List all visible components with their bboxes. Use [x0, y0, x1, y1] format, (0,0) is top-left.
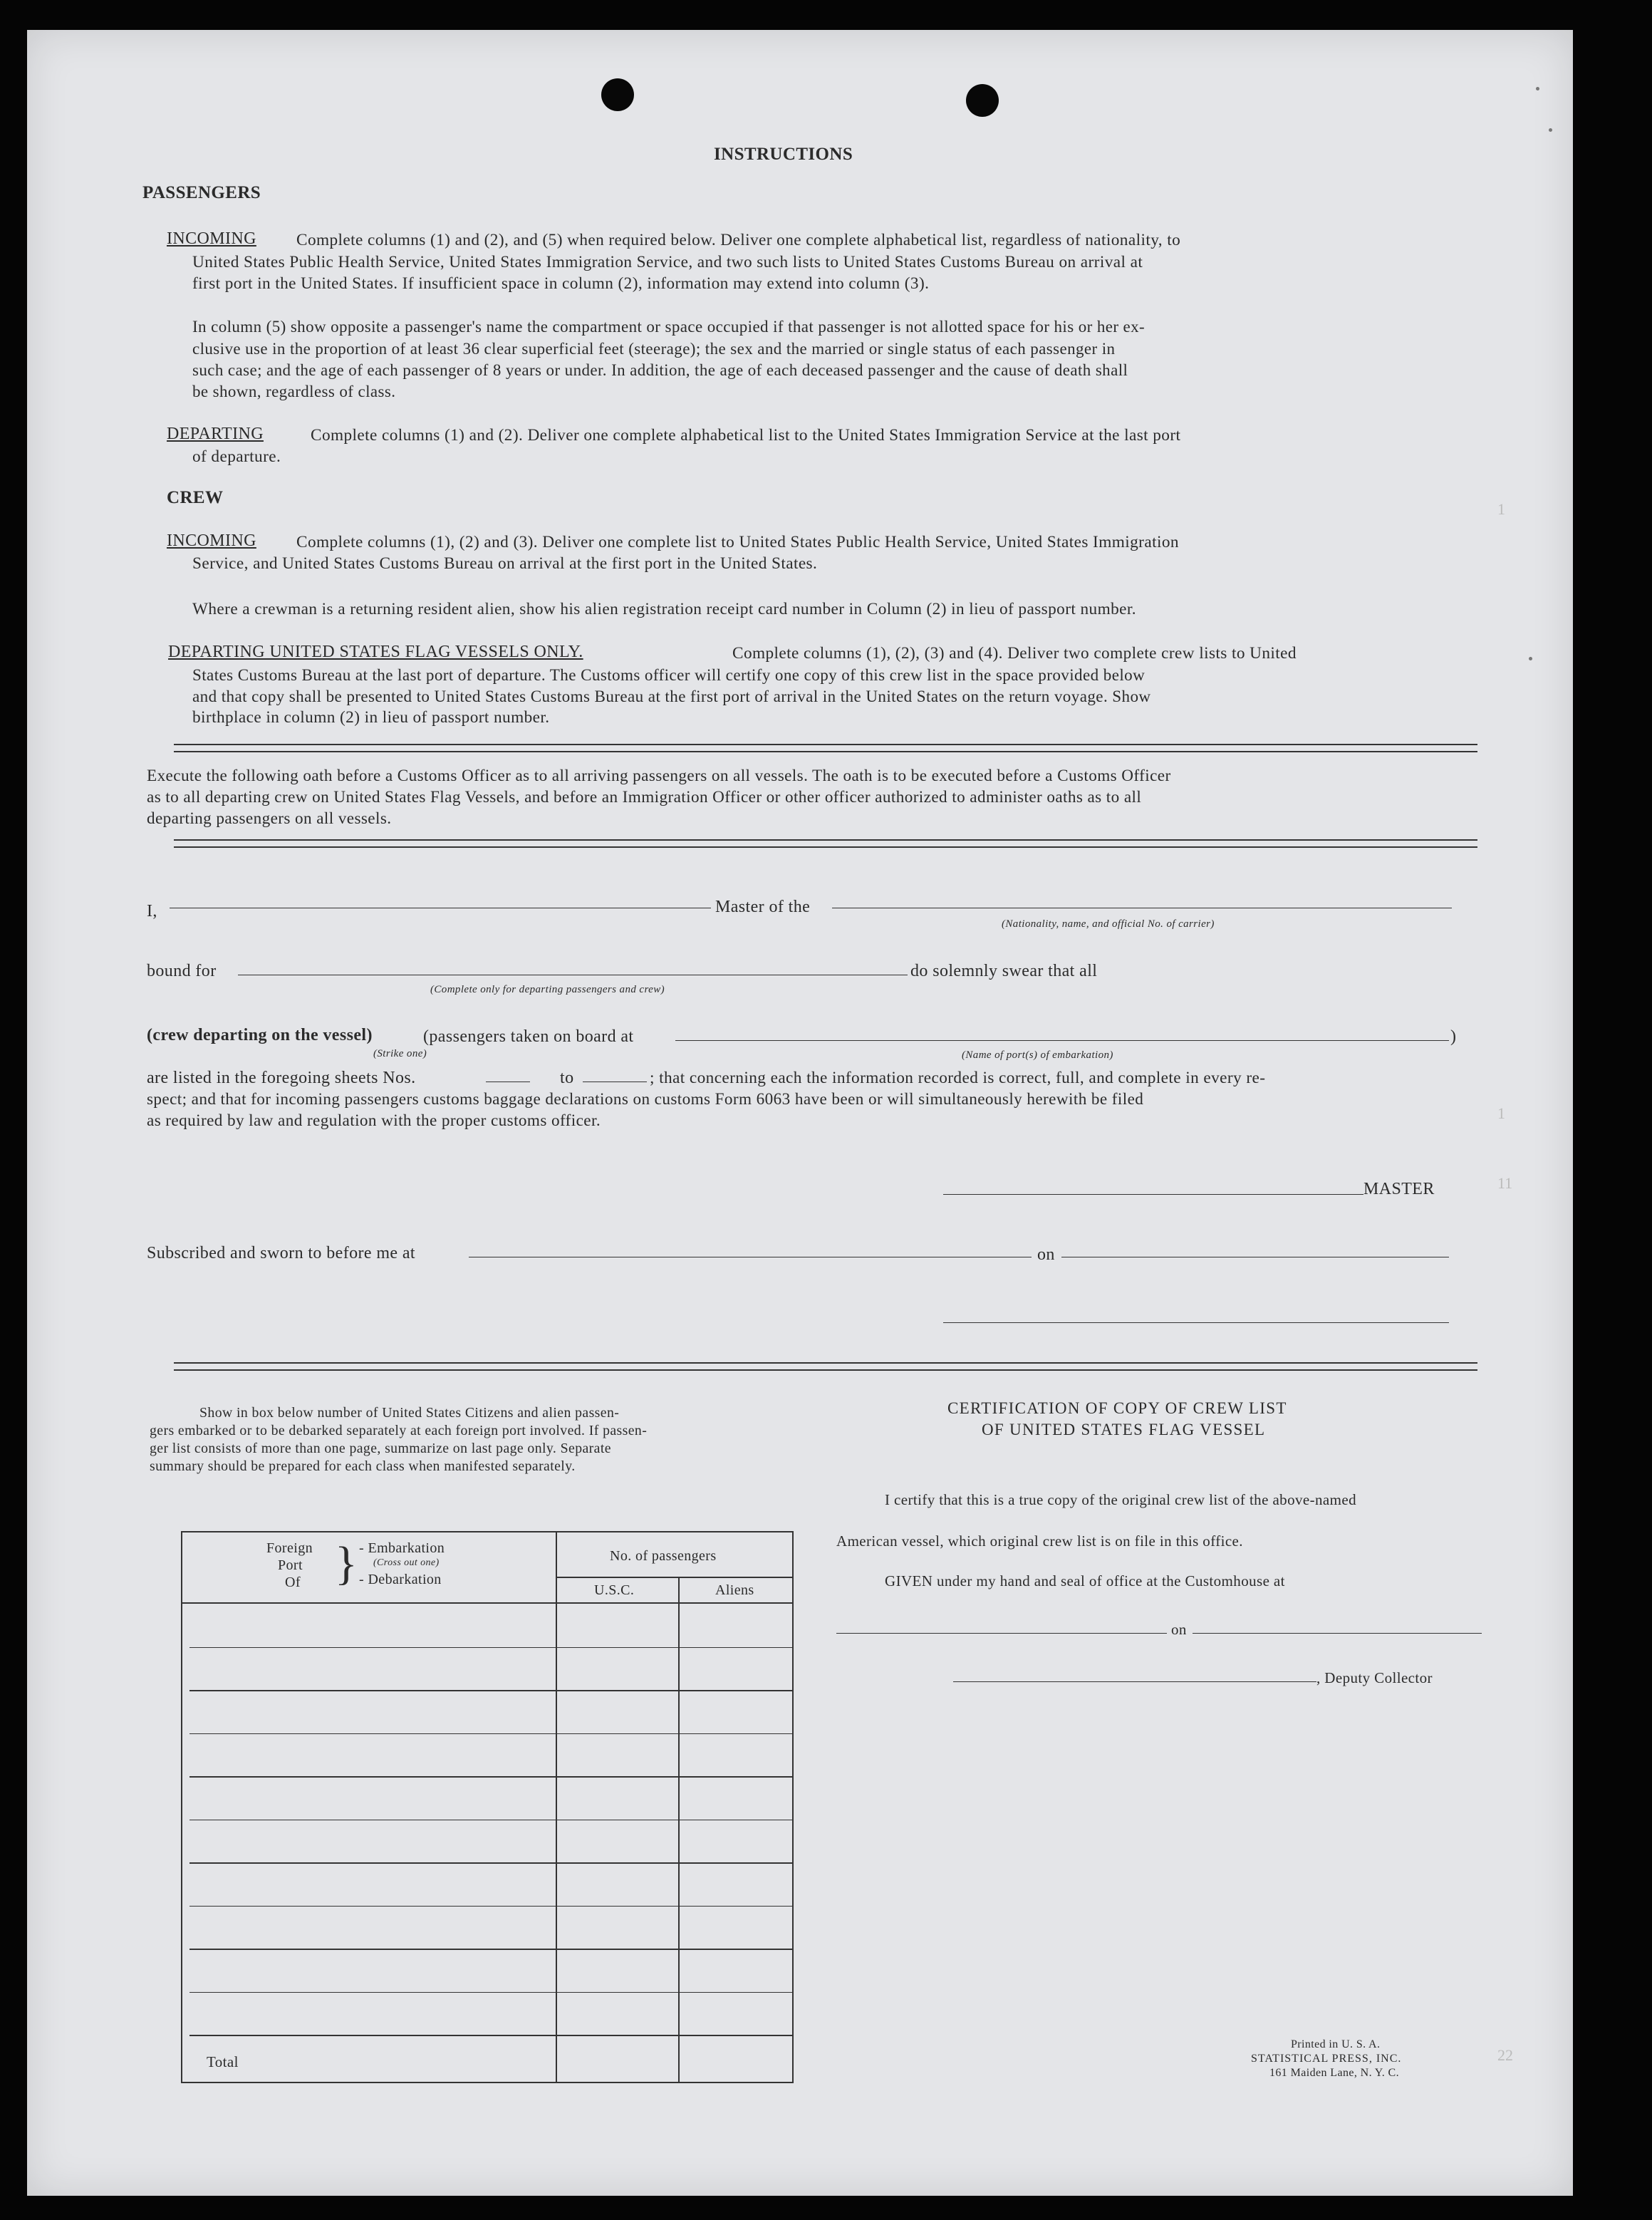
passengers-incoming-label: INCOMING	[167, 229, 256, 248]
customhouse-field[interactable]	[836, 1633, 1167, 1634]
foreign-label: Foreign	[266, 1540, 313, 1556]
column5-line-2: clusive use in the proportion of at least 36 clear superficial feet (steerage); the sex and the married or single status of each passenger in	[192, 340, 1116, 358]
ports-caption: (Name of port(s) of embarkation)	[962, 1049, 1113, 1061]
oath-instructions-line-1: Execute the following oath before a Customs Officer as to all arriving passengers on all vessels. The oath is to be executed before a Customs Officer	[147, 767, 1171, 785]
passengers-heading: PASSENGERS	[142, 183, 261, 202]
header-bottom-line	[182, 1602, 792, 1604]
oath-instructions-line-2: as to all departing crew on United States Flag Vessels, and before an Immigration Officer or other officer authorized to administer oaths as to all	[147, 788, 1142, 806]
master-of-the-label: Master of the	[715, 898, 811, 916]
close-paren: )	[1450, 1027, 1457, 1046]
divider-3	[174, 1362, 1477, 1371]
port-label: Port	[278, 1557, 303, 1573]
form-sheet	[27, 30, 1573, 2196]
aliens-header: Aliens	[715, 1582, 754, 1598]
oath-body-line-1: spect; and that for incoming passengers customs baggage declarations on customs Form 6063 have been or will simultaneously herewith be filed	[147, 1090, 1144, 1109]
certification-title-1: CERTIFICATION OF COPY OF CREW LIST	[947, 1399, 1287, 1417]
crew-departing-line-1: Complete columns (1), (2), (3) and (4). Deliver two complete crew lists to United	[732, 644, 1297, 663]
printer-line-2: STATISTICAL PRESS, INC.	[1251, 2053, 1402, 2065]
summary-instructions-line-2: gers embarked or to be debarked separately at each foreign port involved. If passen-	[150, 1423, 648, 1438]
table-row[interactable]	[189, 1906, 792, 1907]
punch-hole-left	[601, 78, 634, 111]
oath-body-line-2: as required by law and regulation with the proper customs officer.	[147, 1111, 601, 1130]
speck	[1529, 657, 1532, 660]
table-row[interactable]	[189, 1647, 792, 1649]
of-label: Of	[285, 1575, 301, 1590]
crew-incoming-note: Where a crewman is a returning resident alien, show his alien registration receipt card number in Column (2) in lieu of passport number.	[192, 600, 1136, 618]
table-row[interactable]	[189, 2035, 792, 2036]
table-row[interactable]	[189, 1733, 792, 1735]
punch-hole-right	[966, 84, 999, 117]
col-divider-2	[678, 1577, 680, 2082]
passengers-incoming-line-1: Complete columns (1) and (2), and (5) when required below. Deliver one complete alphabetical list, regardless of nationality, to	[296, 231, 1181, 249]
certify-line-2: American vessel, which original crew list is on file in this office.	[836, 1532, 1243, 1550]
embarkation-label: - Embarkation	[359, 1540, 445, 1556]
instructions-title: INSTRUCTIONS	[714, 145, 853, 164]
passengers-taken-option: (passengers taken on board at	[423, 1027, 634, 1046]
table-row[interactable]	[189, 1992, 792, 1993]
sworn-on-label: on	[1037, 1245, 1055, 1264]
column5-line-4: be shown, regardless of class.	[192, 383, 396, 400]
cross-out-caption: (Cross out one)	[373, 1557, 440, 1568]
deputy-collector-label: , Deputy Collector	[1316, 1669, 1433, 1686]
crew-incoming-label: INCOMING	[167, 531, 256, 550]
passengers-incoming-line-3: first port in the United States. If insufficient space in column (2), information may extend into column (3).	[192, 274, 930, 293]
bound-for-label: bound for	[147, 962, 217, 980]
deputy-collector-signature-field[interactable]	[953, 1681, 1316, 1682]
divider-2	[174, 839, 1477, 848]
crew-incoming-line-1: Complete columns (1), (2) and (3). Deliver one complete list to United States Public Health Service, United States Immigration	[296, 533, 1179, 551]
table-row[interactable]	[189, 1690, 792, 1691]
passengers-departing-label: DEPARTING	[167, 425, 264, 443]
col-divider-1	[556, 1532, 557, 2082]
certify-line-3: GIVEN under my hand and seal of office at the Customhouse at	[885, 1572, 1285, 1589]
margin-mark: 1	[1497, 1104, 1505, 1122]
header-split-line	[556, 1577, 794, 1578]
usc-header: U.S.C.	[594, 1582, 635, 1598]
passenger-summary-table	[181, 1531, 794, 2083]
summary-instructions-line-4: summary should be prepared for each class when manifested separately.	[150, 1458, 576, 1474]
listed-sheets-label: are listed in the foregoing sheets Nos.	[147, 1069, 416, 1087]
table-row[interactable]	[189, 1820, 792, 1821]
crew-departing-line-2: States Customs Bureau at the last port of departure. The Customs officer will certify one copy of this crew list in the space provided below	[192, 665, 1146, 684]
debarkation-label: - Debarkation	[359, 1572, 442, 1587]
column5-line-1: In column (5) show opposite a passenger's name the compartment or space occupied if that passenger is not allotted space for his or her ex-	[192, 318, 1146, 336]
swear-label: do solemnly swear that all	[910, 962, 1098, 980]
divider-1	[174, 744, 1477, 752]
margin-mark: 22	[1497, 2046, 1513, 2064]
crew-departing-label: DEPARTING UNITED STATES FLAG VESSELS ONLY.	[168, 643, 583, 661]
passengers-departing-line-1: Complete columns (1) and (2). Deliver one complete alphabetical list to the United States Immigration Service at the last port	[311, 426, 1181, 445]
total-label: Total	[207, 2053, 239, 2070]
table-row[interactable]	[189, 1862, 792, 1864]
table-row[interactable]	[189, 1776, 792, 1778]
master-label: MASTER	[1363, 1180, 1435, 1198]
no-passengers-header: No. of passengers	[610, 1548, 717, 1564]
crew-incoming-line-2: Service, and United States Customs Bureau on arrival at the first port in the United States.	[192, 554, 818, 573]
officer-signature-field[interactable]	[943, 1322, 1449, 1323]
crew-departing-option: (crew departing on the vessel)	[147, 1026, 373, 1044]
oath-i-label: I,	[147, 902, 157, 920]
table-row[interactable]	[189, 1949, 792, 1950]
strike-one-caption: (Strike one)	[373, 1048, 427, 1059]
passengers-departing-line-2: of departure.	[192, 447, 281, 466]
listed-to-label: to	[560, 1069, 574, 1087]
summary-instructions-line-3: ger list consists of more than one page, summarize on last page only. Separate	[150, 1441, 611, 1456]
bound-for-caption: (Complete only for departing passengers and crew)	[430, 984, 665, 995]
subscribed-label: Subscribed and sworn to before me at	[147, 1244, 415, 1262]
certify-date-field[interactable]	[1193, 1633, 1482, 1634]
listed-sheets-rest: ; that concerning each the information recorded is correct, full, and complete in every re-	[650, 1069, 1266, 1087]
printer-line-1: Printed in U. S. A.	[1291, 2038, 1381, 2050]
crew-heading: CREW	[167, 488, 224, 507]
speck	[1536, 87, 1539, 90]
summary-instructions-line-1: Show in box below number of United States Citizens and alien passen-	[199, 1405, 620, 1421]
margin-mark: 11	[1497, 1174, 1513, 1192]
certify-line-1: I certify that this is a true copy of the original crew list of the above-named	[885, 1491, 1356, 1508]
carrier-caption: (Nationality, name, and official No. of carrier)	[1002, 918, 1215, 930]
column5-line-3: such case; and the age of each passenger of 8 years or under. In addition, the age of each deceased passenger and the cause of death shall	[192, 361, 1128, 379]
embarkation-ports-field[interactable]	[675, 1040, 1449, 1041]
speck	[1549, 128, 1552, 132]
certify-on-label: on	[1171, 1621, 1187, 1638]
passengers-incoming-line-2: United States Public Health Service, United States Immigration Service, and two such lists to United States Customs Bureau on arrival at	[192, 253, 1143, 271]
printer-line-3: 161 Maiden Lane, N. Y. C.	[1269, 2067, 1399, 2079]
master-signature-field[interactable]	[943, 1194, 1363, 1195]
crew-departing-line-4: birthplace in column (2) in lieu of passport number.	[192, 708, 550, 727]
certification-title-2: OF UNITED STATES FLAG VESSEL	[982, 1421, 1266, 1438]
margin-mark: 1	[1497, 500, 1505, 518]
crew-departing-line-3: and that copy shall be presented to United States Customs Bureau at the first port of arrival in the United States on the return voyage. Show	[192, 687, 1151, 705]
oath-instructions-line-3: departing passengers on all vessels.	[147, 809, 392, 828]
brace-icon: }	[335, 1537, 358, 1589]
